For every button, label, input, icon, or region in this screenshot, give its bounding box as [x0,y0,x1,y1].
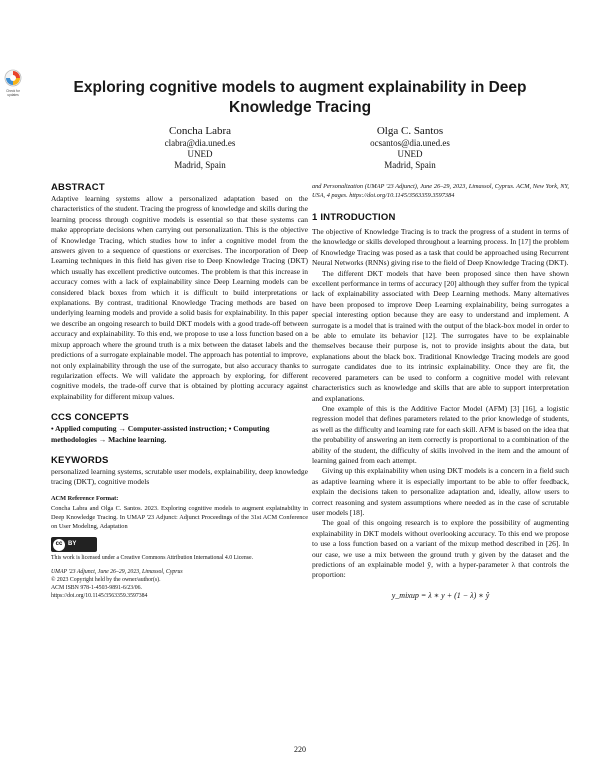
svg-text:updates: updates [7,93,19,97]
mixup-formula: y_mixup = λ ∗ y + (1 − λ) ∗ ŷ [391,590,490,600]
abstract-heading: ABSTRACT [51,182,105,193]
acm-reference-text: Concha Labra and Olga C. Santos. 2023. Exploring cognitive models to augment explainability in Deep Knowledge Tracing. In UMAP '23 Adjunct: Adjunct Proceedings of the 31st ACM Conference on User Modeling, Adaptation [51,505,308,531]
check-for-updates-logo[interactable] [2,68,24,98]
author-name: Concha Labra [169,125,231,137]
author-org: UNED [397,149,423,159]
pub-info-line: ACM ISBN 978-1-4503-9891-6/23/06. [51,585,142,592]
author-location: Madrid, Spain [384,160,436,170]
author-location: Madrid, Spain [174,160,226,170]
introduction-heading: 1 INTRODUCTION [312,212,396,223]
abstract-text: Adaptive learning systems allow a personalized adaptation based on the characteristics of the student. Tracing the progress of knowledge and skills during the learning process through cognitive models is essential so that these systems can make appropriate decisions when carrying out personalization. This is the objective of Knowledge Tracing, which studies how to infer a cognitive model from the answers given to a sequence of questions or exercises. The incorporation of Deep Learning techniques in this field has given rise to Deep Knowledge Tracing (DKT) which usually has excellent predictive outcomes. The problem is that this increase in accuracy comes with a lack of explainability since Deep Learning models can be considered black boxes from which it is difficult to build interpretations or explanations. By contrast, traditional Knowledge Tracing methods are based on underlying learning models and provide a solid basis for explainability. In this paper we describe an ongoing research to build DKT models with a good trade-off between accuracy and explainability. To this end, we propose to use a loss function based on a mixup approach where the ground truth is a mix between the dataset labels and the predictions of a surrogate explainable model. The approach has potential to improve, not only explainability through the use of the surrogate, but also accuracy thanks to regularization effects. We will validate the approach by exploring, for different cognitive models, the trade-off curve that is obtained by plotting accuracy against explainability for different mixup values. [51,194,308,401]
pub-info-line: © 2023 Copyright held by the owner/author(s). [51,577,161,584]
intro-paragraph: The different DKT models that have been proposed since then have shown excellent performance in terms of accuracy [20] although they suffer from the typical lack of explainability associated with Deep Learning methods. Many alternatives have been proposed to improve Deep Learning explainability, being surrogates a special interesting option because they are easy to understand and implement. A surrogate is a model that is trained with the output of the black-box model in order to be able to emulate its behavior [12]. The surrogates have to be explainable themselves because their purpose is, not to provide insights about the data, but explanations about the black box. Traditional Knowledge Tracing models are good surrogate candidates due to its intrinsic explainability. Once they are fit, the recovered parameters can be used to conform a cognitive model with relevant characteristics such as knowledge and skills that are able to support interpretation and explanations. [312,268,569,403]
attribution-icon: BY [68,541,77,548]
paper-title: Exploring cognitive models to augment explainability in Deep Knowledge Tracing [73,79,527,116]
keywords-text: personalized learning systems, scrutable user models, explainability, deep knowledge tracing (DKT), cognitive models [51,466,308,487]
doi-link[interactable]: https://doi.org/10.1145/3563359.3597384 [51,593,148,600]
author-block-1 [100,124,300,171]
license-text: This work is licensed under a Creative Commons Attribution International 4.0 License. [51,555,254,562]
author-block-2 [310,124,510,171]
left-column [51,182,308,600]
pub-info-line: UMAP '23 Adjunct, June 26–29, 2023, Limassol, Cyprus [51,569,183,576]
acm-reference-heading: ACM Reference Format: [51,494,119,502]
intro-paragraph: The goal of this ongoing research is to explore the possibility of augmenting explainability in DKT models without overlooking accuracy. To this end we propose to use a loss function based on a variant of the mixup method described in [26]. In our case, we use a mix between the ground truth y given by the dataset and the predictions of an explainable model ŷ, with a hyper-parameter λ that controls the proportion: [312,518,569,580]
author-name: Olga C. Santos [376,125,444,137]
author-email: ocsantos@dia.uned.es [370,138,450,148]
right-column [312,182,569,601]
author-org: UNED [187,149,213,159]
creative-commons-icon: cc [53,539,65,551]
ccs-heading: CCS CONCEPTS [51,412,129,424]
keywords-heading: KEYWORDS [51,454,109,466]
svg-text:Check for: Check for [6,89,20,93]
author-email: clabra@dia.uned.es [164,138,236,148]
intro-paragraph: One example of this is the Additive Factor Model (AFM) [3] [16], a logistic regression model that defines parameters related to the prior knowledge of students, as well as the difficulty and learning rate for each skill. AFM is based on the idea that the probability of answering an item correctly is proportional to a combination of the ability of the student, the difficulty of skills involved in the item and the amount of learning gained from each attempt. [312,403,569,465]
license-badge[interactable] [51,537,308,552]
intro-paragraph: Giving up this explainability when using DKT models is a concern in a field such as adaptive learning where it is especially important to be able to offer feedback, explain the decisions taken to personalize adaptation and, ideally, allow users to correct reasoning and system assumptions where needed as in the case of scrutable user models [18]. [312,466,569,517]
acm-reference-continued: and Personalization (UMAP '23 Adjunct), June 26–29, 2023, Limassol, Cyprus. ACM, New York, NY, USA, 4 pages. https://doi.org/10.1145/3563359.3597384 [312,183,569,199]
ccs-text: • Applied computing → Computer-assisted instruction; • Computing methodologies → Machine learning. [51,424,270,444]
intro-paragraph: The objective of Knowledge Tracing is to track the progress of a student in terms of the knowledge or skills developed throughout a learning process. In [17] the problem of Knowledge Tracing was posed as a task that could be approached using Recurrent Neural Networks (RNNs) giving rise to the field of Deep Knowledge Tracing (DKT). [312,227,569,268]
page-number: 220 [294,745,306,754]
